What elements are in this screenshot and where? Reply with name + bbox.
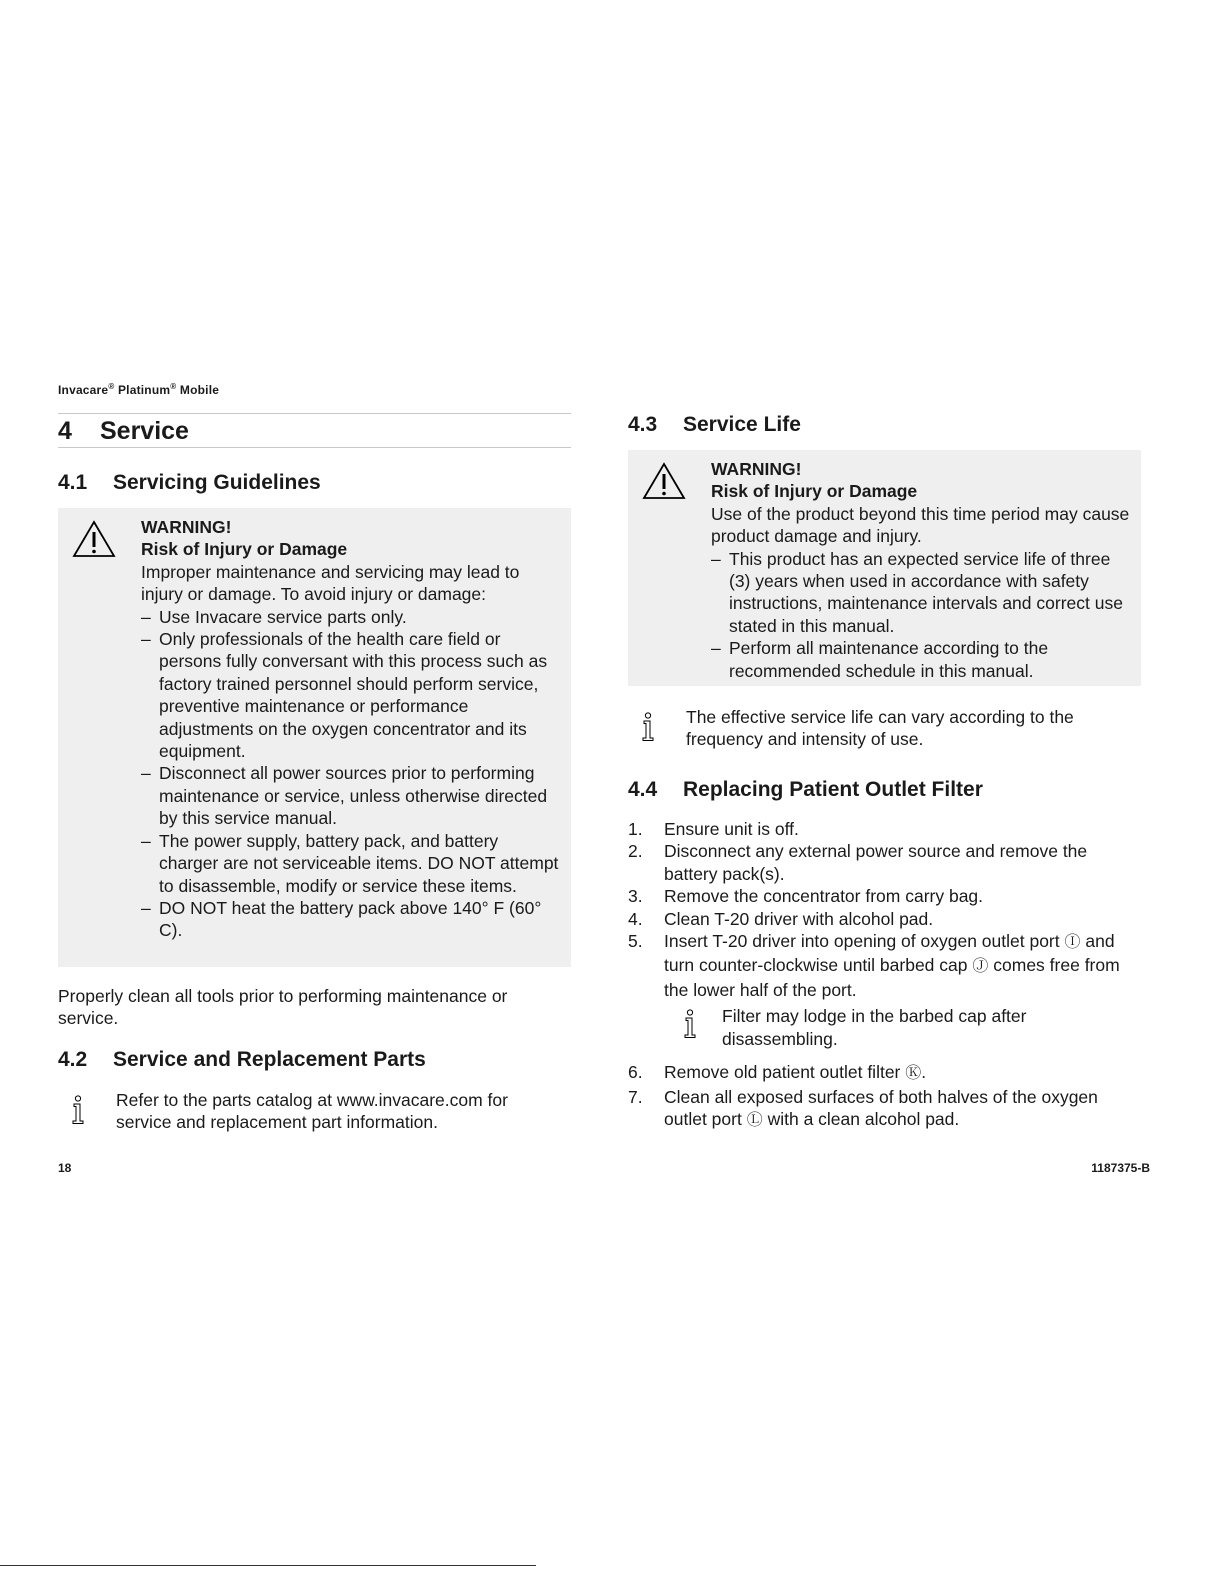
page-number: 18 — [58, 1161, 72, 1175]
product-name: Platinum — [117, 383, 171, 397]
warning-list-item: – Use Invacare service parts only. — [141, 606, 561, 628]
step-text: and turn counter-clockwise until barbed cap — [664, 931, 1115, 976]
step-text: . — [921, 1062, 927, 1083]
section-title: Servicing Guidelines — [113, 471, 321, 494]
procedure-step — [628, 1086, 1141, 1133]
procedure-step — [628, 908, 1141, 930]
warning-list-item: – DO NOT heat the battery pack above 140° F (60° C). — [141, 897, 561, 942]
warning-list-item: – Perform all maintenance according to the recommended schedule in this manual. — [711, 637, 1131, 682]
warning-intro: Use of the product beyond this time period may cause product damage and injury. — [711, 503, 1130, 547]
info-note-text: The effective service life can vary according to the frequency and intensity of use. — [686, 707, 1074, 750]
callout-marker: Ⓛ — [746, 1112, 763, 1130]
warning-subtitle: Risk of Injury or Damage — [711, 481, 918, 502]
info-icon — [682, 1009, 698, 1039]
step-number: 5. — [628, 931, 643, 952]
warning-list — [711, 548, 1131, 682]
warning-label: WARNING! — [711, 459, 802, 479]
step-number: 4. — [628, 908, 643, 929]
body-paragraph: Properly clean all tools prior to performing maintenance or service. — [58, 986, 508, 1029]
procedure-step — [628, 840, 1141, 885]
step-text: Clean all exposed surfaces of both halves of the oxygen outlet port — [664, 1086, 1098, 1130]
chapter-title — [58, 413, 571, 448]
info-note-parts — [58, 1089, 571, 1135]
warning-box-servicing — [58, 508, 571, 967]
step-text: comes free from the lower half of the port. — [664, 955, 1120, 1000]
section-4-4-heading — [628, 776, 983, 804]
warning-label: WARNING! — [141, 517, 232, 537]
warning-list-item: – This product has an expected service life of three (3) years when used in accordance with safety instructions, maintenance intervals and correct use stated in this manual. — [711, 548, 1131, 638]
section-4-2-heading — [58, 1046, 426, 1074]
section-number: 4.1 — [58, 471, 88, 494]
document-id: 1187375-B — [1091, 1161, 1150, 1175]
info-note-service-life — [628, 706, 1141, 752]
warning-subtitle: Risk of Injury or Damage — [141, 539, 348, 560]
section-number: 4.2 — [58, 1048, 88, 1071]
section-number: 4.3 — [628, 413, 658, 436]
step-sub-note — [664, 1005, 1141, 1061]
chapter-title-text: Service — [100, 417, 189, 445]
step-text: Remove the concentrator from carry bag. — [664, 886, 984, 907]
procedure-step — [628, 885, 1141, 907]
callout-marker: Ⓚ — [905, 1065, 922, 1083]
callout-marker: Ⓙ — [972, 958, 989, 976]
step-number: 6. — [628, 1062, 643, 1083]
registered-mark: ® — [170, 382, 177, 391]
warning-triangle-icon — [642, 462, 686, 500]
bottom-rule — [0, 1565, 536, 1566]
warning-box-service-life — [628, 450, 1141, 686]
step-number: 7. — [628, 1086, 643, 1107]
step-text: Remove old patient outlet filter — [664, 1062, 901, 1083]
brand-name: Invacare — [58, 383, 109, 397]
section-title: Service Life — [683, 413, 801, 436]
warning-list — [141, 606, 561, 942]
procedure-step — [628, 1061, 1141, 1085]
section-title: Service and Replacement Parts — [113, 1048, 426, 1071]
model-name: Mobile — [179, 383, 220, 397]
section-4-3-heading — [628, 411, 801, 439]
running-header — [58, 382, 219, 397]
section-4-1-heading — [58, 469, 321, 497]
warning-intro: Improper maintenance and servicing may lead to injury or damage. To avoid injury or damage: — [141, 561, 520, 605]
step-number: 3. — [628, 886, 643, 907]
step-text: Disconnect any external power source and remove the battery pack(s). — [664, 841, 1088, 884]
info-note-text: Refer to the parts catalog at www.invacare.com for service and replacement part information. — [116, 1090, 508, 1133]
info-note-text: Filter may lodge in the barbed cap after disassembling. — [722, 1006, 1027, 1049]
warning-text — [141, 516, 561, 942]
warning-text — [711, 458, 1131, 682]
section-number: 4.4 — [628, 778, 658, 801]
chapter-number: 4 — [58, 417, 72, 445]
step-text: Ensure unit is off. — [664, 819, 799, 839]
info-icon — [70, 1095, 86, 1125]
step-text: Insert T-20 driver into opening of oxygen outlet port — [664, 931, 1060, 952]
step-number: 2. — [628, 841, 643, 862]
procedure-step — [628, 930, 1141, 1061]
step-text: with a clean alcohol pad. — [767, 1109, 960, 1130]
warning-triangle-icon — [72, 520, 116, 558]
warning-list-item: – Only professionals of the health care field or persons fully conversant with this process such as factory trained personnel should perform service, preventive maintenance or performance adjustments on the oxygen concentrator and its equipment. — [141, 628, 561, 762]
registered-mark: ® — [108, 382, 115, 391]
callout-marker: Ⓘ — [1064, 934, 1081, 952]
procedure-steps — [628, 818, 1141, 1132]
section-title: Replacing Patient Outlet Filter — [683, 778, 983, 801]
info-icon — [640, 712, 656, 742]
warning-list-item: – Disconnect all power sources prior to performing maintenance or service, unless otherwise directed by this service manual. — [141, 762, 561, 829]
step-number: 1. — [628, 819, 643, 839]
warning-list-item: – The power supply, battery pack, and battery charger are not serviceable items. DO NOT attempt to disassemble, modify or service these items. — [141, 830, 561, 897]
procedure-step — [628, 818, 1141, 840]
step-text: Clean T-20 driver with alcohol pad. — [664, 908, 934, 929]
